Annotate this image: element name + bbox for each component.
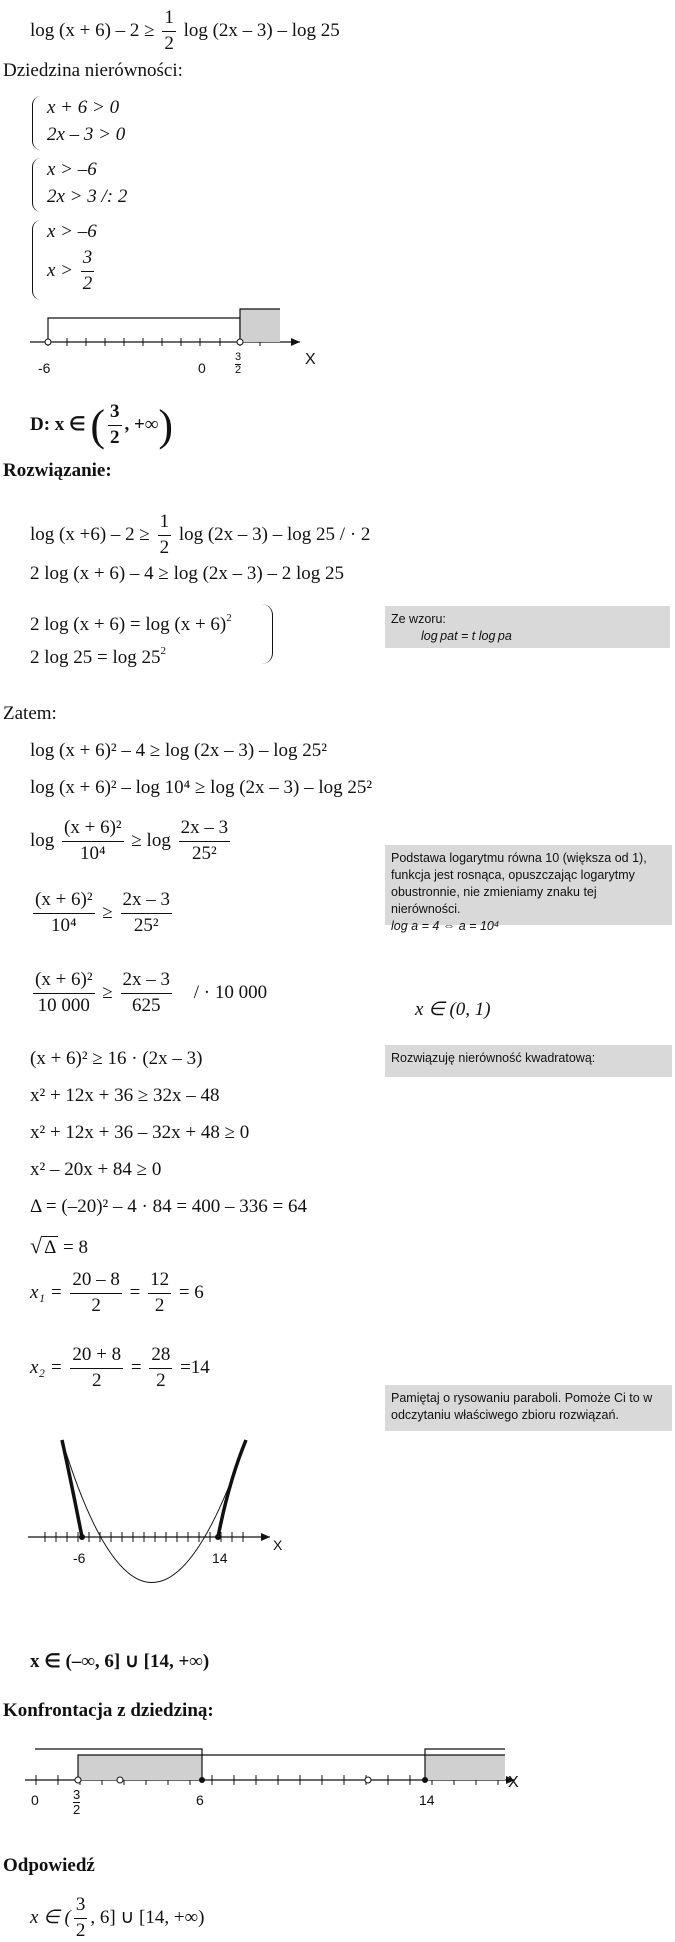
domain-number-line — [0, 300, 675, 390]
x2-eq: = — [130, 1356, 142, 1378]
x2-fraction1 — [70, 1345, 123, 1392]
x2-pre: x₂ = — [30, 1356, 63, 1378]
frac-num: (x + 6)² — [33, 890, 95, 914]
domain-result-post: , +∞ — [124, 413, 159, 435]
z3-log: log — [30, 829, 55, 851]
paren-close: ) — [158, 401, 174, 450]
z3-mid: ≥ log — [131, 829, 171, 851]
zatem-line1: log (x + 6)² – 4 ≥ log (2x – 3) – log 25² — [30, 740, 327, 761]
problem-inequality — [30, 8, 340, 55]
note-log-base-text: Podstawa logarytmu równa 10 (większa od 1), funkcja jest rosnąca, opuszczając logarytmy obustronnie, nie zmieniamy znaku tej nierówności. — [391, 851, 647, 916]
frac-den: 2 — [75, 1919, 86, 1941]
z4-fraction2 — [121, 890, 173, 937]
frac-den: 2 — [156, 1369, 166, 1391]
frac-den: 25² — [191, 842, 217, 864]
frac-num: 1 — [162, 8, 176, 32]
solution-line2: 2 log (x + 6) – 4 ≥ log (2x – 3) – 2 log 25 — [30, 563, 345, 584]
frac-num: 12 — [148, 1270, 171, 1294]
z3-fraction1 — [62, 818, 124, 865]
z5-fraction2 — [121, 970, 173, 1017]
z3-fraction2 — [179, 818, 231, 865]
frac-num: 2x – 3 — [121, 890, 173, 914]
z4-ge: ≥ — [102, 901, 113, 923]
sqrt-rest: = 8 — [63, 1237, 89, 1258]
note-formula-title: Ze wzoru: — [391, 612, 446, 626]
frac-num: 20 – 8 — [70, 1270, 122, 1294]
root-x2 — [30, 1345, 210, 1392]
frac-den: 2 — [82, 272, 93, 294]
zatem-line5 — [30, 970, 267, 1017]
parabola-sketch — [0, 1435, 675, 1635]
x1-fraction1 — [70, 1270, 122, 1317]
answer-pre: x ∈ ( — [30, 1906, 71, 1928]
frac-num: 3 — [73, 1787, 81, 1802]
result-fraction — [108, 402, 122, 449]
frac-den: 2 — [154, 1294, 165, 1316]
domain-result — [30, 400, 173, 451]
frac-num: 1 — [158, 512, 172, 536]
note-formula — [385, 606, 670, 648]
quad-sqrt — [30, 1233, 88, 1259]
quad-line3: x² + 12x + 36 – 32x + 48 ≥ 0 — [30, 1122, 250, 1143]
quad-delta: Δ = (–20)² – 4 · 84 = 400 – 336 = 64 — [30, 1196, 307, 1217]
root-point — [215, 1534, 221, 1540]
brace — [32, 220, 41, 300]
root-point — [79, 1534, 85, 1540]
z4-fraction1 — [33, 890, 95, 937]
answer-fraction — [74, 1895, 88, 1942]
solution-heading: Rozwiązanie: — [3, 460, 112, 481]
axis-arrow — [291, 338, 300, 346]
frac-den: 2 — [164, 32, 174, 54]
closed-point — [199, 1777, 205, 1783]
frac-num: 2x – 3 — [121, 970, 173, 994]
confront-tick-threehalves — [73, 1788, 80, 1816]
domain-result-pre: D: x ∈ — [30, 413, 86, 435]
l4-sup: 2 — [160, 645, 167, 657]
frac-den: 2 — [159, 536, 170, 558]
sys3-fraction — [81, 248, 95, 295]
l1-fraction — [158, 512, 172, 559]
open-point — [75, 1777, 81, 1783]
x1-eq: = — [129, 1281, 141, 1303]
confront-tick-6: 6 — [196, 1792, 204, 1808]
problem-left: log (x + 6) – 2 ≥ — [30, 19, 155, 41]
parabola-tick-14: 14 — [212, 1550, 228, 1566]
zatem-line4 — [30, 890, 175, 937]
solution-line1 — [30, 512, 370, 559]
interval-minus6 — [48, 318, 240, 342]
frac-den: 10⁴ — [80, 842, 106, 864]
note-formula-text: log pat = t log pa — [421, 628, 512, 643]
interval-shade — [240, 309, 280, 342]
zatem-heading: Zatem: — [3, 703, 57, 724]
frac-num: 3 — [235, 351, 242, 363]
quad-line2: x² + 12x + 36 ≥ 32x – 48 — [30, 1085, 220, 1106]
quad-line4: x² – 20x + 84 ≥ 0 — [30, 1159, 162, 1180]
note-quadratic: Rozwiązuję nierówność kwadratową: — [385, 1045, 672, 1077]
frac-num: 20 + 8 — [70, 1345, 123, 1369]
z5-ge: ≥ — [102, 981, 113, 1003]
z5-fraction1 — [33, 970, 95, 1017]
x1-res: = 6 — [178, 1281, 204, 1303]
note-log-base-formula: log a = 4 ⇔ a = 10⁴ — [391, 918, 500, 933]
frac-den: 2 — [110, 427, 120, 448]
parabola-x-label: X — [273, 1537, 283, 1553]
frac-num: (x + 6)² — [33, 970, 95, 994]
zatem-line3 — [30, 818, 233, 865]
axis-arrow — [261, 1533, 270, 1541]
answer-post: , 6] ∪ [14, +∞) — [90, 1906, 205, 1928]
l1-right: log (2x – 3) – log 25 / · 2 — [178, 523, 371, 545]
answer-heading: Odpowiedź — [3, 1855, 95, 1876]
sys3-line2 — [47, 248, 97, 295]
confront-number-line — [0, 1735, 675, 1835]
l3-text: 2 log (x + 6) = log (x + 6) — [30, 614, 227, 635]
open-point — [45, 339, 51, 345]
sqrt-sign: √ — [30, 1233, 43, 1258]
quad-line1: (x + 6)² ≥ 16 · (2x – 3) — [30, 1048, 203, 1069]
l4-text: 2 log 25 = log 25 — [30, 647, 161, 668]
sys2-line1: x > –6 — [47, 159, 97, 180]
frac-num: 28 — [149, 1345, 172, 1369]
paren-open: ( — [90, 401, 106, 450]
brace — [32, 96, 41, 150]
parabola-right-branch — [218, 1440, 246, 1537]
overlap-shade-left — [78, 1755, 202, 1780]
sys2-line2: 2x > 3 /: 2 — [47, 186, 128, 207]
solution-set: x ∈ (–∞, 6] ∪ [14, +∞) — [30, 1651, 210, 1672]
sys3-line1: x > –6 — [47, 221, 97, 242]
frac-num: (x + 6)² — [62, 818, 124, 842]
confront-heading: Konfrontacja z dziedziną: — [3, 1700, 214, 1721]
frac-num: 2x – 3 — [179, 818, 231, 842]
x2-res: =14 — [180, 1356, 210, 1378]
frac-den: 10⁴ — [50, 914, 77, 936]
sqrt-radicand: Δ — [44, 1237, 57, 1258]
frac-num: 3 — [108, 402, 122, 426]
solution-line3 — [30, 612, 232, 636]
frac-den: 25² — [133, 914, 159, 936]
sys1-line1: x + 6 > 0 — [47, 97, 120, 118]
brace — [32, 158, 41, 212]
domain-heading: Dziedzina nierówności: — [3, 60, 183, 81]
axis-x-label: X — [305, 351, 316, 368]
closed-point — [422, 1777, 428, 1783]
right-brace — [262, 604, 273, 664]
z5-mult: / · 10 000 — [193, 981, 268, 1003]
note-log-base — [385, 845, 672, 933]
overlap-shade-right — [425, 1755, 505, 1780]
problem-right: log (2x – 3) – log 25 — [183, 19, 340, 41]
parabola-tick-minus6: -6 — [73, 1550, 86, 1566]
frac-den: 2 — [73, 1801, 81, 1817]
frac-den: 2 — [235, 363, 242, 376]
x1-pre: x₁ = — [30, 1281, 63, 1303]
frac-den: 2 — [91, 1369, 102, 1391]
side-interval: x ∈ (0, 1) — [415, 999, 491, 1020]
open-point — [117, 1777, 123, 1783]
sys3-pre: x > — [47, 259, 74, 281]
sys1-line2: 2x – 3 > 0 — [47, 124, 126, 145]
frac-den: 2 — [91, 1294, 101, 1316]
frac-den: 10 000 — [37, 994, 90, 1016]
l3-sup: 2 — [226, 612, 232, 624]
note-parabola: Pamiętaj o rysowaniu paraboli. Pomoże Ci to w odczytaniu właściwego zbioru rozwiązań. — [385, 1385, 672, 1431]
l1-left: log (x +6) – 2 ≥ — [30, 523, 150, 545]
half-fraction — [162, 8, 176, 55]
root-x1 — [30, 1270, 204, 1317]
confront-tick-14: 14 — [419, 1792, 435, 1808]
frac-num: 3 — [74, 1895, 88, 1919]
zatem-line2: log (x + 6)² – log 10⁴ ≥ log (2x – 3) – log 25² — [30, 777, 373, 798]
x2-fraction2 — [149, 1345, 172, 1392]
x1-fraction2 — [148, 1270, 171, 1317]
answer-set — [30, 1895, 204, 1942]
tick-zero: 0 — [198, 360, 206, 376]
confront-x-label: X — [508, 1774, 519, 1791]
solution-line4 — [30, 645, 166, 669]
confront-tick-0: 0 — [31, 1792, 39, 1808]
tick-threehalves — [235, 352, 241, 376]
open-point — [237, 339, 243, 345]
frac-den: 625 — [132, 994, 161, 1016]
frac-num: 3 — [81, 248, 95, 272]
tick-minus6: -6 — [38, 360, 51, 376]
open-point — [365, 1777, 371, 1783]
